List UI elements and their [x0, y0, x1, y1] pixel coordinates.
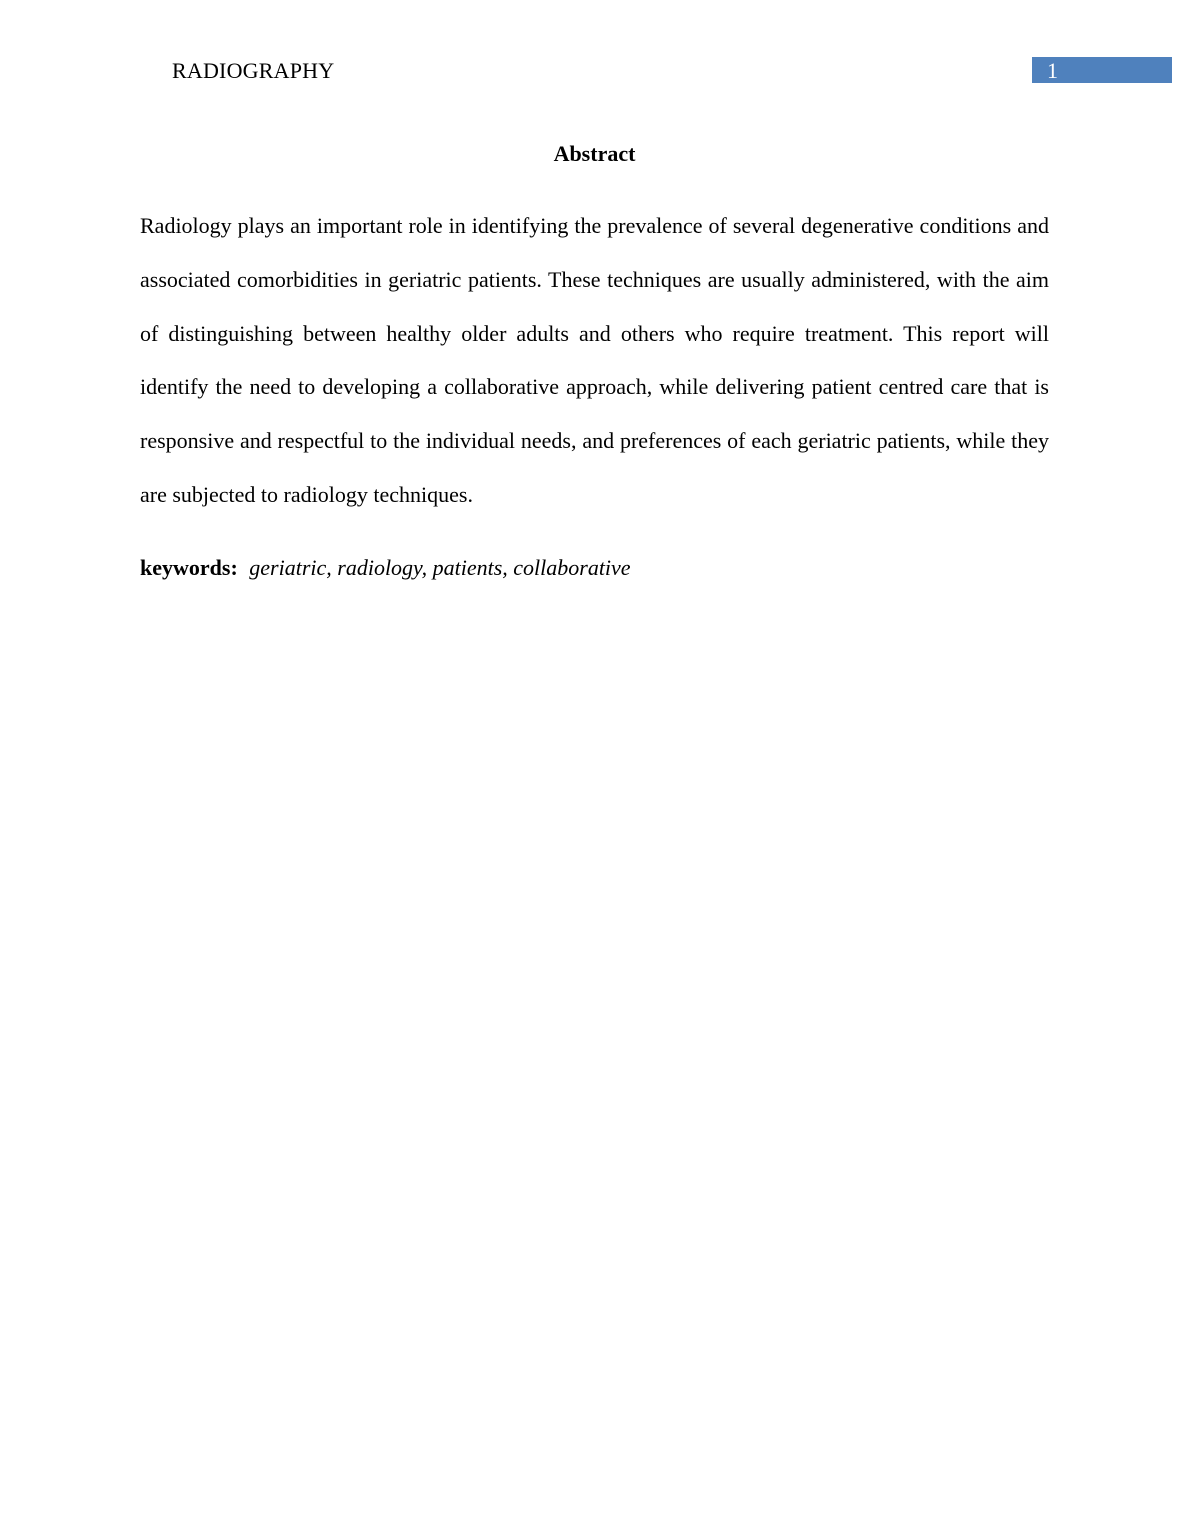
running-head: RADIOGRAPHY [172, 58, 335, 83]
page-number: 1 [1047, 58, 1058, 83]
abstract-body: Radiology plays an important role in identifying the prevalence of several degenerative conditions and associated comorbidities in geriatric patients. These techniques are usually administered, with the aim of distinguishing between healthy older adults and others who require treatment. This report will identify the need to developing a collaborative approach, while delivering patient centred care that is responsive and respectful to the individual needs, and preferences of each geriatric patients, while they are subjected to radiology techniques. [140, 213, 1049, 507]
keywords-values: geriatric, radiology, patients, collaborative [249, 555, 631, 580]
page-number-badge [1032, 57, 1172, 83]
abstract-title: Abstract [553, 141, 636, 166]
keywords-line [140, 554, 1049, 582]
keywords-label: keywords: [140, 555, 238, 580]
